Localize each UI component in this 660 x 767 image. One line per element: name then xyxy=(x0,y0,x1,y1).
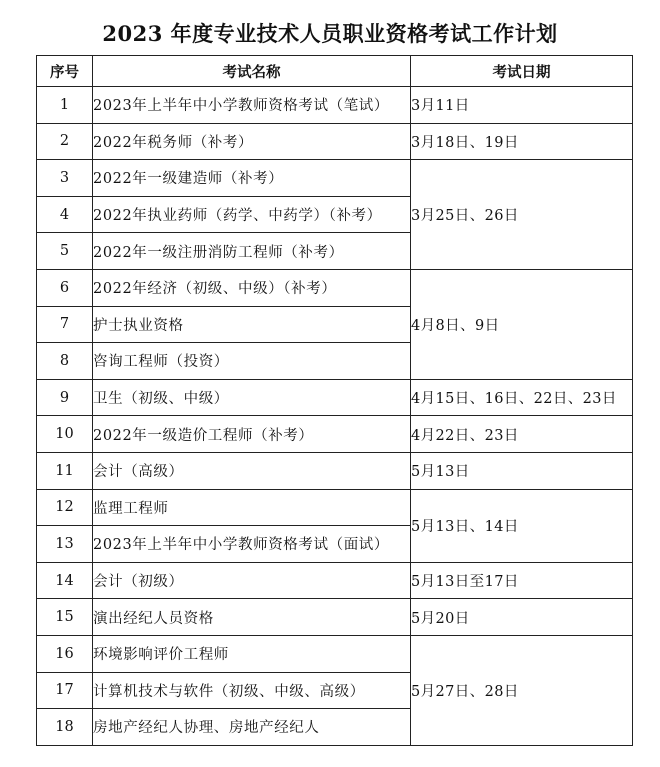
table-row xyxy=(37,87,633,124)
row-no: 14 xyxy=(37,562,93,599)
row-no: 5 xyxy=(37,233,93,270)
table-row xyxy=(37,489,633,526)
exam-name: 卫生（初级、中级） xyxy=(93,379,411,416)
exam-name: 咨询工程师（投资） xyxy=(93,343,411,380)
exam-name: 环境影响评价工程师 xyxy=(93,635,411,672)
exam-name: 监理工程师 xyxy=(93,489,411,526)
header-exam-name: 考试名称 xyxy=(93,56,411,87)
exam-name: 房地产经纪人协理、房地产经纪人 xyxy=(93,709,411,746)
table-row xyxy=(37,599,633,636)
document-title: 2023 年度专业技术人员职业资格考试工作计划 xyxy=(102,21,558,46)
table-row xyxy=(37,562,633,599)
table-row xyxy=(37,379,633,416)
header-no: 序号 xyxy=(37,56,93,87)
table-row xyxy=(37,635,633,672)
exam-name: 计算机技术与软件（初级、中级、高级） xyxy=(93,672,411,709)
header-exam-date: 考试日期 xyxy=(411,56,633,87)
table-row xyxy=(37,452,633,489)
exam-date: 5月27日、28日 xyxy=(411,635,633,745)
exam-schedule-table xyxy=(36,55,633,746)
exam-date: 4月22日、23日 xyxy=(411,416,633,453)
exam-name: 演出经纪人员资格 xyxy=(93,599,411,636)
row-no: 13 xyxy=(37,526,93,563)
exam-name: 2023年上半年中小学教师资格考试（笔试） xyxy=(93,87,411,124)
table-row xyxy=(37,416,633,453)
exam-date: 5月20日 xyxy=(411,599,633,636)
row-no: 11 xyxy=(37,452,93,489)
row-no: 6 xyxy=(37,269,93,306)
exam-name: 会计（初级） xyxy=(93,562,411,599)
row-no: 17 xyxy=(37,672,93,709)
exam-date: 5月13日、14日 xyxy=(411,489,633,562)
row-no: 3 xyxy=(37,160,93,197)
exam-date: 4月15日、16日、22日、23日 xyxy=(411,379,633,416)
exam-name: 2023年上半年中小学教师资格考试（面试） xyxy=(93,526,411,563)
row-no: 4 xyxy=(37,196,93,233)
exam-name: 2022年一级建造师（补考） xyxy=(93,160,411,197)
table-row xyxy=(37,123,633,160)
exam-date: 3月25日、26日 xyxy=(411,160,633,270)
row-no: 15 xyxy=(37,599,93,636)
exam-name: 护士执业资格 xyxy=(93,306,411,343)
row-no: 10 xyxy=(37,416,93,453)
row-no: 16 xyxy=(37,635,93,672)
exam-date: 3月18日、19日 xyxy=(411,123,633,160)
exam-name: 2022年一级注册消防工程师（补考） xyxy=(93,233,411,270)
exam-name: 2022年税务师（补考） xyxy=(93,123,411,160)
exam-date: 5月13日至17日 xyxy=(411,562,633,599)
exam-name: 2022年一级造价工程师（补考） xyxy=(93,416,411,453)
row-no: 18 xyxy=(37,709,93,746)
exam-name: 2022年执业药师（药学、中药学）（补考） xyxy=(93,196,411,233)
row-no: 9 xyxy=(37,379,93,416)
exam-date: 5月13日 xyxy=(411,452,633,489)
exam-name: 2022年经济（初级、中级）（补考） xyxy=(93,269,411,306)
table-row xyxy=(37,269,633,306)
row-no: 12 xyxy=(37,489,93,526)
row-no: 2 xyxy=(37,123,93,160)
row-no: 1 xyxy=(37,87,93,124)
table-row xyxy=(37,160,633,197)
exam-name: 会计（高级） xyxy=(93,452,411,489)
row-no: 7 xyxy=(37,306,93,343)
table-header-row xyxy=(37,56,633,87)
exam-date: 3月11日 xyxy=(411,87,633,124)
exam-date: 4月8日、9日 xyxy=(411,269,633,379)
row-no: 8 xyxy=(37,343,93,380)
